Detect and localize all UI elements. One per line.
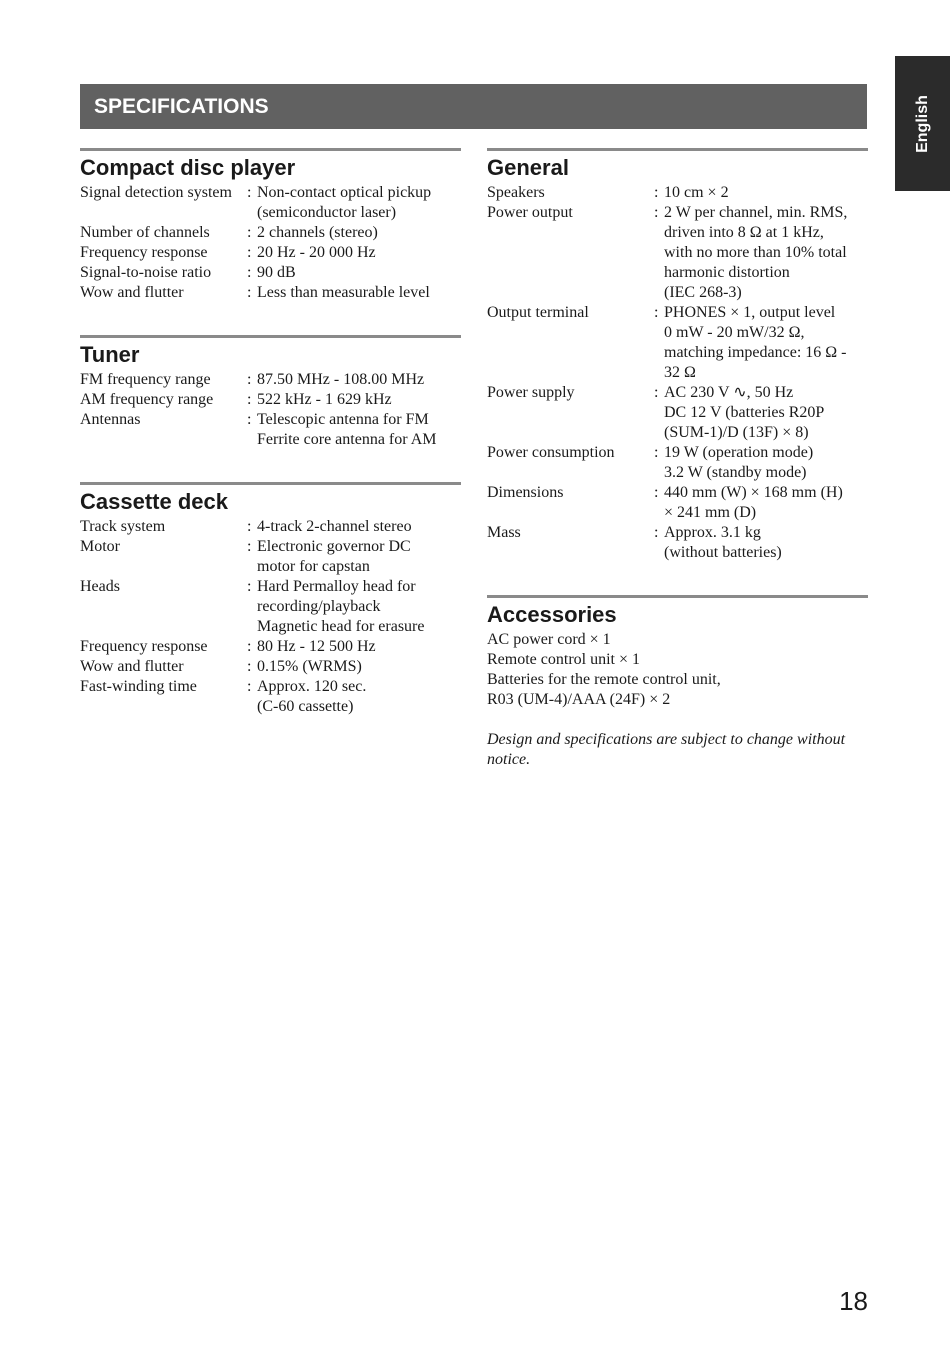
accessories-list <box>487 630 868 710</box>
spec-label: Dimensions <box>487 484 564 501</box>
spec-value <box>257 657 461 677</box>
spec-value-line: (without batteries) <box>664 544 782 561</box>
spec-separator: : <box>247 371 252 388</box>
spec-label: Signal detection system <box>80 184 232 201</box>
spec-row <box>80 243 461 263</box>
language-tab <box>895 56 950 191</box>
spec-separator: : <box>654 524 659 541</box>
spec-value-line: 2 W per channel, min. RMS, <box>664 204 848 221</box>
spec-value-line: with no more than 10% total <box>664 244 847 261</box>
spec-value-line: Approx. 3.1 kg <box>664 524 761 541</box>
spec-row <box>80 263 461 283</box>
spec-separator: : <box>247 264 252 281</box>
spec-label: Power supply <box>487 384 575 401</box>
spec-value-line: harmonic distortion <box>664 264 790 281</box>
spec-label: Wow and flutter <box>80 658 184 675</box>
spec-row <box>80 677 461 717</box>
spec-value-line: Approx. 120 sec. <box>257 678 367 695</box>
spec-label: Number of channels <box>80 224 210 241</box>
banner-title: SPECIFICATIONS <box>94 95 269 118</box>
spec-row <box>487 203 868 303</box>
spec-label: Frequency response <box>80 638 208 655</box>
spec-label: FM frequency range <box>80 371 211 388</box>
spec-value-line: (SUM-1)/D (13F) × 8) <box>664 424 809 441</box>
spec-value-line: 0.15% (WRMS) <box>257 658 362 675</box>
spec-value <box>257 263 461 283</box>
spec-row <box>80 537 461 577</box>
spec-value <box>664 523 868 563</box>
spec-table <box>80 183 461 303</box>
note-line: notice. <box>487 751 531 768</box>
disclaimer-note <box>487 730 868 770</box>
spec-value-line: Magnetic head for erasure <box>257 618 425 635</box>
spec-value <box>257 243 461 263</box>
spec-separator: : <box>654 484 659 501</box>
spec-value-line: AC 230 V ∿, 50 Hz <box>664 384 794 401</box>
spec-separator: : <box>654 304 659 321</box>
section-compact-disc-player <box>80 148 461 303</box>
spec-value-line: 522 kHz - 1 629 kHz <box>257 391 392 408</box>
spec-value <box>664 443 868 483</box>
spec-row <box>487 383 868 443</box>
spec-row <box>80 410 461 450</box>
spec-row <box>487 183 868 203</box>
spec-value-line: × 241 mm (D) <box>664 504 757 521</box>
spec-separator: : <box>247 411 252 428</box>
section-tuner <box>80 335 461 450</box>
spec-value <box>664 383 868 443</box>
spec-value-line: 2 channels (stereo) <box>257 224 378 241</box>
spec-table <box>80 370 461 450</box>
spec-row <box>80 370 461 390</box>
spec-table <box>487 183 868 563</box>
spec-label: Power consumption <box>487 444 615 461</box>
spec-row <box>487 443 868 483</box>
spec-value-line: (C-60 cassette) <box>257 698 354 715</box>
spec-separator: : <box>654 444 659 461</box>
spec-separator: : <box>247 538 252 555</box>
spec-value-line: Non-contact optical pickup <box>257 184 432 201</box>
spec-row <box>80 637 461 657</box>
spec-separator: : <box>247 184 252 201</box>
accessory-item: R03 (UM-4)/AAA (24F) × 2 <box>487 691 671 708</box>
spec-value-line: 80 Hz - 12 500 Hz <box>257 638 376 655</box>
spec-label: Antennas <box>80 411 141 428</box>
spec-value <box>257 577 461 637</box>
spec-row <box>80 283 461 303</box>
spec-value-line: driven into 8 Ω at 1 kHz, <box>664 224 824 241</box>
spec-value <box>257 637 461 657</box>
note-line: Design and specifications are subject to change without <box>487 731 846 748</box>
specifications-banner <box>80 84 867 129</box>
spec-table <box>80 517 461 717</box>
spec-label: Track system <box>80 518 166 535</box>
spec-value <box>664 483 868 523</box>
spec-label: Fast-winding time <box>80 678 197 695</box>
spec-value-line: 90 dB <box>257 264 296 281</box>
spec-separator: : <box>654 204 659 221</box>
spec-separator: : <box>247 658 252 675</box>
spec-label: Frequency response <box>80 244 208 261</box>
spec-separator: : <box>654 184 659 201</box>
spec-value <box>664 183 868 203</box>
spec-value <box>257 183 461 223</box>
spec-label: Motor <box>80 538 120 555</box>
spec-value <box>664 303 868 383</box>
spec-value <box>257 390 461 410</box>
spec-value-line: recording/playback <box>257 598 381 615</box>
section-title: Accessories <box>487 602 617 627</box>
spec-row <box>487 483 868 523</box>
spec-separator: : <box>247 518 252 535</box>
spec-separator: : <box>247 578 252 595</box>
spec-value-line: Hard Permalloy head for <box>257 578 416 595</box>
section-title: General <box>487 155 569 180</box>
section-title: Tuner <box>80 342 140 367</box>
spec-value-line: (semiconductor laser) <box>257 204 397 221</box>
spec-value-line: 4-track 2-channel stereo <box>257 518 412 535</box>
spec-value <box>257 517 461 537</box>
spec-separator: : <box>654 384 659 401</box>
spec-separator: : <box>247 244 252 261</box>
spec-row <box>80 517 461 537</box>
spec-separator: : <box>247 284 252 301</box>
spec-separator: : <box>247 391 252 408</box>
accessory-item: AC power cord × 1 <box>487 631 611 648</box>
spec-value-line: 32 Ω <box>664 364 696 381</box>
spec-value-line: Ferrite core antenna for AM <box>257 431 437 448</box>
accessory-item: Remote control unit × 1 <box>487 651 640 668</box>
spec-separator: : <box>247 678 252 695</box>
spec-value-line: Telescopic antenna for FM <box>257 411 429 428</box>
spec-value <box>257 283 461 303</box>
spec-label: Mass <box>487 524 521 541</box>
spec-value-line: Less than measurable level <box>257 284 430 301</box>
accessory-item: Batteries for the remote control unit, <box>487 671 721 688</box>
spec-label: Speakers <box>487 184 545 201</box>
spec-value <box>257 223 461 243</box>
spec-value <box>257 410 461 450</box>
page-number: 18 <box>839 1286 868 1316</box>
spec-value-line: 440 mm (W) × 168 mm (H) <box>664 484 843 501</box>
spec-value <box>257 677 461 717</box>
spec-row <box>80 183 461 223</box>
spec-row <box>80 223 461 243</box>
spec-row <box>80 657 461 677</box>
spec-value-line: motor for capstan <box>257 558 370 575</box>
spec-value-line: 87.50 MHz - 108.00 MHz <box>257 371 425 388</box>
spec-label: Signal-to-noise ratio <box>80 264 212 281</box>
spec-label: AM frequency range <box>80 391 214 408</box>
spec-row <box>80 390 461 410</box>
spec-value <box>257 370 461 390</box>
section-general <box>487 148 868 563</box>
spec-row <box>80 577 461 637</box>
section-title: Cassette deck <box>80 489 228 514</box>
spec-value-line: Electronic governor DC <box>257 538 411 555</box>
spec-value <box>257 537 461 577</box>
spec-value-line: DC 12 V (batteries R20P <box>664 404 825 421</box>
spec-value-line: matching impedance: 16 Ω - <box>664 344 847 361</box>
spec-value-line: 19 W (operation mode) <box>664 444 814 461</box>
spec-value-line: 0 mW - 20 mW/32 Ω, <box>664 324 805 341</box>
spec-value-line: 10 cm × 2 <box>664 184 729 201</box>
spec-label: Heads <box>80 578 120 595</box>
spec-value-line: 3.2 W (standby mode) <box>664 464 807 481</box>
section-title: Compact disc player <box>80 155 296 180</box>
language-tab-label: English <box>913 94 931 153</box>
spec-label: Wow and flutter <box>80 284 184 301</box>
section-accessories <box>487 595 868 770</box>
spec-row <box>487 303 868 383</box>
spec-label: Output terminal <box>487 304 589 321</box>
section-cassette-deck <box>80 482 461 717</box>
spec-value-line: PHONES × 1, output level <box>664 304 836 321</box>
spec-value-line: (IEC 268-3) <box>664 284 742 301</box>
spec-label: Power output <box>487 204 573 221</box>
spec-row <box>487 523 868 563</box>
spec-separator: : <box>247 224 252 241</box>
spec-value <box>664 203 868 303</box>
spec-value-line: 20 Hz - 20 000 Hz <box>257 244 376 261</box>
spec-separator: : <box>247 638 252 655</box>
